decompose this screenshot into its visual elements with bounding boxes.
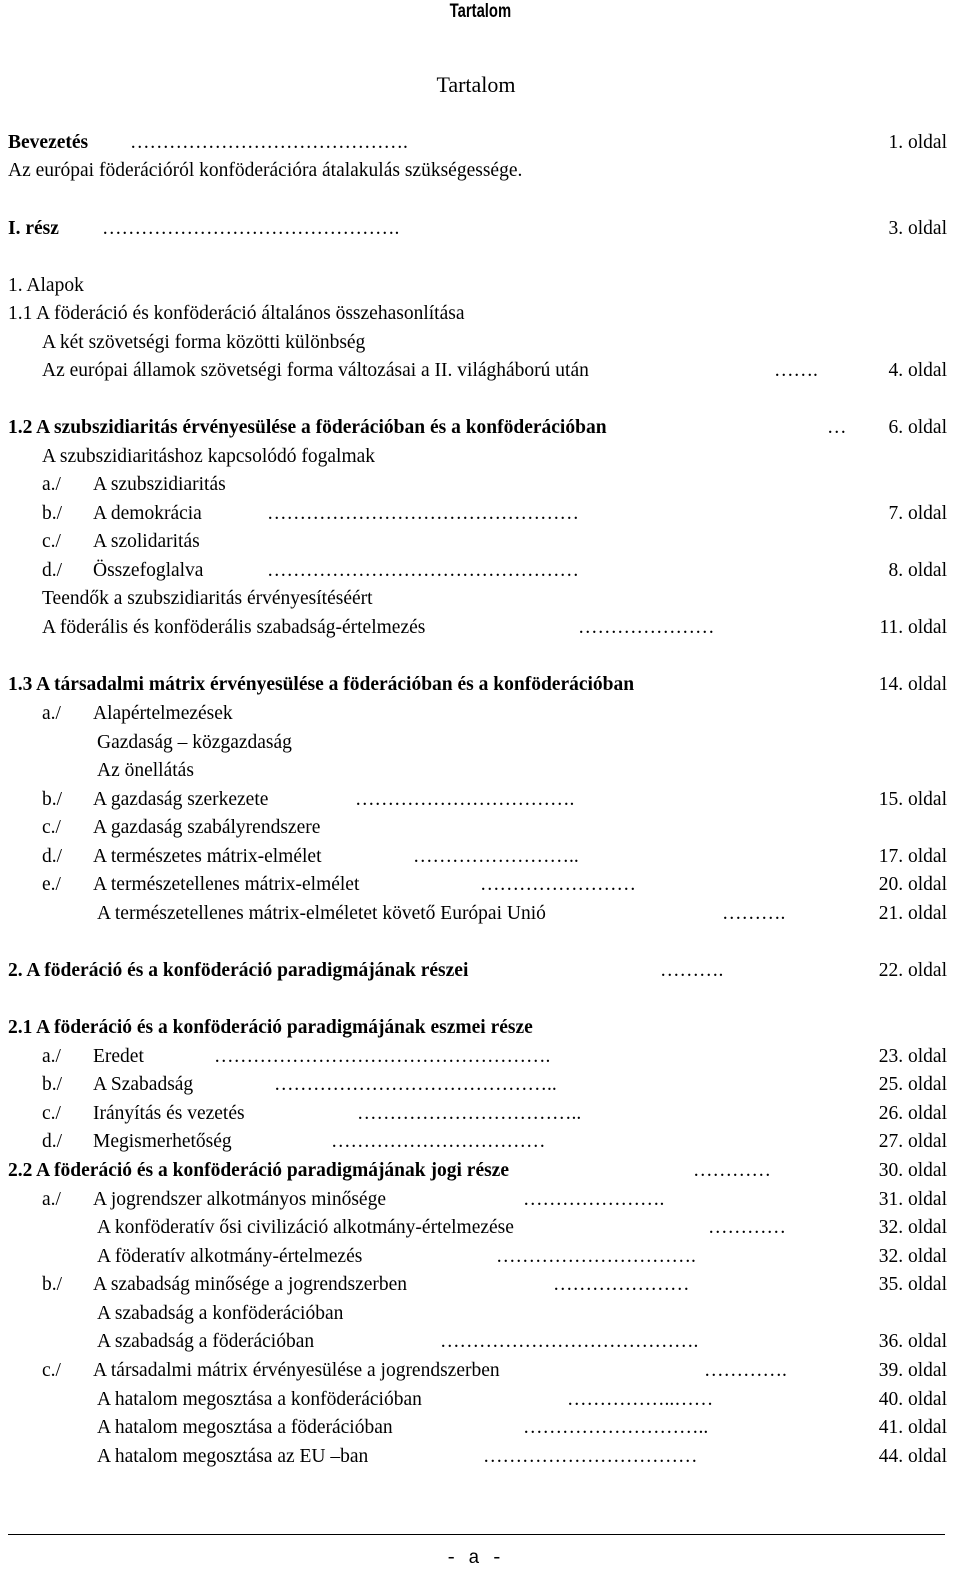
toc-row bbox=[0, 528, 960, 556]
page-title: Tartalom bbox=[436, 72, 516, 97]
toc-item-label: A két szövetségi forma közötti különbség bbox=[42, 332, 366, 353]
toc-item-label: I. rész bbox=[8, 218, 59, 239]
toc-item-marker: d./ bbox=[42, 846, 63, 867]
toc-page-number: 30. oldal bbox=[878, 1160, 947, 1181]
toc-page-number: 1. oldal bbox=[888, 132, 947, 153]
toc-item-label: A hatalom megosztása az EU –ban bbox=[97, 1446, 369, 1467]
toc-item-label: A hatalom megosztása a föderációban bbox=[97, 1417, 393, 1438]
toc-leader-dots: …………………………… bbox=[331, 1131, 546, 1152]
toc-page-number: 22. oldal bbox=[878, 960, 947, 981]
toc-page-number: 7. oldal bbox=[888, 503, 947, 524]
toc-item-label: A hatalom megosztása a konföderációban bbox=[97, 1389, 422, 1410]
toc-row bbox=[0, 500, 960, 528]
toc-item-label: A szabadság minősége a jogrendszerben bbox=[93, 1274, 408, 1295]
toc-leader-dots: ……………………………………………. bbox=[214, 1046, 551, 1067]
toc-row bbox=[0, 1043, 960, 1071]
toc-page-number: 21. oldal bbox=[878, 903, 947, 924]
toc-leader-dots: … bbox=[827, 417, 847, 438]
toc-leader-dots: ……. bbox=[774, 360, 818, 381]
toc-leader-dots: ………………………………………… bbox=[267, 503, 579, 524]
toc-row bbox=[0, 329, 960, 357]
toc-leader-dots: …………………………….. bbox=[357, 1103, 582, 1124]
toc-item-marker: d./ bbox=[42, 1131, 63, 1152]
toc-item-label: 1.1 A föderáció és konföderáció általános összehasonlítása bbox=[8, 303, 465, 324]
toc-row bbox=[0, 357, 960, 385]
toc-page-number: 36. oldal bbox=[878, 1331, 947, 1352]
toc-row bbox=[0, 871, 960, 899]
toc-page-number: 31. oldal bbox=[878, 1189, 947, 1210]
toc-item-label: A konföderatív ősi civilizáció alkotmány-értelmezése bbox=[97, 1217, 514, 1238]
toc-item-marker: a./ bbox=[42, 1189, 61, 1210]
toc-row bbox=[0, 700, 960, 728]
toc-row bbox=[0, 129, 960, 157]
toc-item-label: Irányítás és vezetés bbox=[93, 1103, 245, 1124]
toc-item-label: 1.3 A társadalmi mátrix érvényesülése a föderációban és a konföderációban bbox=[8, 674, 635, 695]
toc-row bbox=[0, 1214, 960, 1242]
toc-row bbox=[0, 671, 960, 699]
toc-row bbox=[0, 1157, 960, 1185]
toc-item-label: Megismerhetőség bbox=[93, 1131, 232, 1152]
toc-leader-dots: …………………. bbox=[523, 1189, 665, 1210]
toc-page-number: 4. oldal bbox=[888, 360, 947, 381]
toc-row bbox=[0, 1386, 960, 1414]
toc-item-label: A szabadság a konföderációban bbox=[97, 1303, 344, 1324]
toc-item-label: Alapértelmezések bbox=[93, 703, 233, 724]
toc-item-label: 2.1 A föderáció és a konföderáció paradigmájának eszmei része bbox=[8, 1017, 533, 1038]
toc-item-label: A gazdaság szerkezete bbox=[93, 789, 269, 810]
toc-item-label: A szubszidiaritáshoz kapcsolódó fogalmak bbox=[42, 446, 376, 467]
toc-row bbox=[0, 414, 960, 442]
toc-leader-dots: ……………………………………. bbox=[130, 132, 408, 153]
toc-page-number: 15. oldal bbox=[878, 789, 947, 810]
toc-row bbox=[0, 957, 960, 985]
toc-page-number: 40. oldal bbox=[878, 1389, 947, 1410]
toc-item-label: 1. Alapok bbox=[8, 275, 84, 296]
toc-page-number: 25. oldal bbox=[878, 1074, 947, 1095]
toc-row bbox=[0, 215, 960, 243]
toc-page-number: 27. oldal bbox=[878, 1131, 947, 1152]
toc-row bbox=[0, 1328, 960, 1356]
toc-item-label: A gazdaság szabályrendszere bbox=[93, 817, 321, 838]
toc-leader-dots: …………. bbox=[704, 1360, 787, 1381]
toc-item-label: Teendők a szubszidiaritás érvényesítéséért bbox=[42, 588, 373, 609]
toc-item-marker: e./ bbox=[42, 874, 61, 895]
toc-page-number: 3. oldal bbox=[888, 218, 947, 239]
toc-row bbox=[0, 1186, 960, 1214]
toc-row bbox=[0, 471, 960, 499]
footer-divider bbox=[8, 1534, 945, 1535]
toc-item-label: Az európai államok szövetségi forma változásai a II. világháború után bbox=[42, 360, 589, 381]
toc-row bbox=[0, 814, 960, 842]
toc-item-label: Összefoglalva bbox=[93, 560, 204, 581]
toc-item-label: Eredet bbox=[93, 1046, 144, 1067]
toc-leader-dots: ………………… bbox=[578, 617, 715, 638]
toc-item-marker: c./ bbox=[42, 1360, 61, 1381]
toc-item-label: 2.2 A föderáció és a konföderáció paradigmájának jogi része bbox=[8, 1160, 509, 1181]
toc-item-label: A föderatív alkotmány-értelmezés bbox=[97, 1246, 363, 1267]
toc-leader-dots: …………………………. bbox=[496, 1246, 696, 1267]
toc-item-marker: a./ bbox=[42, 474, 61, 495]
toc-item-label: A természetes mátrix-elmélet bbox=[93, 846, 322, 867]
toc-row bbox=[0, 1014, 960, 1042]
toc-row bbox=[0, 1071, 960, 1099]
toc-leader-dots: ………. bbox=[660, 960, 724, 981]
toc-item-label: Gazdaság – közgazdaság bbox=[97, 732, 292, 753]
toc-page-number: 41. oldal bbox=[878, 1417, 947, 1438]
toc-leader-dots: ………………………………………… bbox=[267, 560, 579, 581]
toc-page-number: 39. oldal bbox=[878, 1360, 947, 1381]
toc-leader-dots: ……………………………. bbox=[355, 789, 575, 810]
toc-leader-dots: ………………… bbox=[553, 1274, 690, 1295]
toc-page-number: 35. oldal bbox=[878, 1274, 947, 1295]
toc-item-label: A szolidaritás bbox=[93, 531, 200, 552]
toc-page-number: 8. oldal bbox=[888, 560, 947, 581]
toc-row bbox=[0, 300, 960, 328]
toc-row bbox=[0, 729, 960, 757]
toc-item-marker: a./ bbox=[42, 703, 61, 724]
toc-item-marker: c./ bbox=[42, 1103, 61, 1124]
toc-item-label: A természetellenes mátrix-elmélet bbox=[93, 874, 360, 895]
footer-page-number: - a - bbox=[445, 1547, 503, 1569]
toc-page-number: 32. oldal bbox=[878, 1246, 947, 1267]
toc-page-number: 20. oldal bbox=[878, 874, 947, 895]
toc-item-marker: b./ bbox=[42, 1274, 63, 1295]
toc-leader-dots: …………………… bbox=[480, 874, 636, 895]
toc-row bbox=[0, 157, 960, 185]
toc-item-label: A föderális és konföderális szabadság-értelmezés bbox=[42, 617, 426, 638]
toc-item-label: Az európai föderációról konföderációra átalakulás szükségessége. bbox=[8, 160, 523, 181]
toc-page-number: 23. oldal bbox=[878, 1046, 947, 1067]
toc-page-number: 6. oldal bbox=[888, 417, 947, 438]
toc-item-label: A demokrácia bbox=[93, 503, 202, 524]
toc-row bbox=[0, 843, 960, 871]
toc-page-number: 26. oldal bbox=[878, 1103, 947, 1124]
toc-row bbox=[0, 585, 960, 613]
toc-row bbox=[0, 786, 960, 814]
toc-leader-dots: ………… bbox=[693, 1160, 771, 1181]
toc-item-label: A természetellenes mátrix-elméletet követő Európai Unió bbox=[97, 903, 546, 924]
toc-item-label: Bevezetés bbox=[8, 132, 89, 153]
toc-row bbox=[0, 1300, 960, 1328]
toc-item-label: A szabadság a föderációban bbox=[97, 1331, 315, 1352]
toc-page-number: 44. oldal bbox=[878, 1446, 947, 1467]
toc-row bbox=[0, 272, 960, 300]
toc-row bbox=[0, 1243, 960, 1271]
toc-page-number: 11. oldal bbox=[879, 617, 947, 638]
toc-page-number: 32. oldal bbox=[878, 1217, 947, 1238]
toc-item-marker: c./ bbox=[42, 531, 61, 552]
toc-row bbox=[0, 1128, 960, 1156]
toc-item-label: Az önellátás bbox=[97, 760, 194, 781]
toc-row bbox=[0, 557, 960, 585]
toc-item-marker: c./ bbox=[42, 817, 61, 838]
running-header-title: Tartalom bbox=[449, 1, 511, 22]
toc-leader-dots: …………………………… bbox=[483, 1446, 698, 1467]
toc-item-label: A társadalmi mátrix érvényesülése a jogrendszerben bbox=[93, 1360, 500, 1381]
toc-leader-dots: …………………………………….. bbox=[274, 1074, 557, 1095]
toc-leader-dots: …………………….. bbox=[413, 846, 579, 867]
toc-row bbox=[0, 900, 960, 928]
toc-item-marker: b./ bbox=[42, 789, 63, 810]
toc-row bbox=[0, 1414, 960, 1442]
toc-row bbox=[0, 1100, 960, 1128]
toc-item-label: A szubszidiaritás bbox=[93, 474, 226, 495]
toc-item-marker: a./ bbox=[42, 1046, 61, 1067]
toc-row bbox=[0, 1443, 960, 1471]
toc-page-number: 17. oldal bbox=[878, 846, 947, 867]
toc-leader-dots: ………… bbox=[708, 1217, 786, 1238]
toc-item-marker: b./ bbox=[42, 503, 63, 524]
toc-row bbox=[0, 1271, 960, 1299]
toc-item-label: A jogrendszer alkotmányos minősége bbox=[93, 1189, 386, 1210]
toc-leader-dots: ……………..…… bbox=[567, 1389, 714, 1410]
toc-leader-dots: ………. bbox=[722, 903, 786, 924]
toc-item-label: A Szabadság bbox=[93, 1074, 194, 1095]
toc-leader-dots: ………………………………………. bbox=[102, 218, 400, 239]
toc-row bbox=[0, 443, 960, 471]
toc-leader-dots: …………………………………. bbox=[440, 1331, 699, 1352]
toc-row bbox=[0, 614, 960, 642]
toc-item-marker: d./ bbox=[42, 560, 63, 581]
toc-row bbox=[0, 1357, 960, 1385]
toc-row bbox=[0, 757, 960, 785]
toc-item-label: 1.2 A szubszidiaritás érvényesülése a föderációban és a konföderációban bbox=[8, 417, 607, 438]
toc-item-label: 2. A föderáció és a konföderáció paradigmájának részei bbox=[8, 960, 469, 981]
toc-page-number: 14. oldal bbox=[878, 674, 947, 695]
toc-leader-dots: ……………………….. bbox=[523, 1417, 709, 1438]
toc-item-marker: b./ bbox=[42, 1074, 63, 1095]
